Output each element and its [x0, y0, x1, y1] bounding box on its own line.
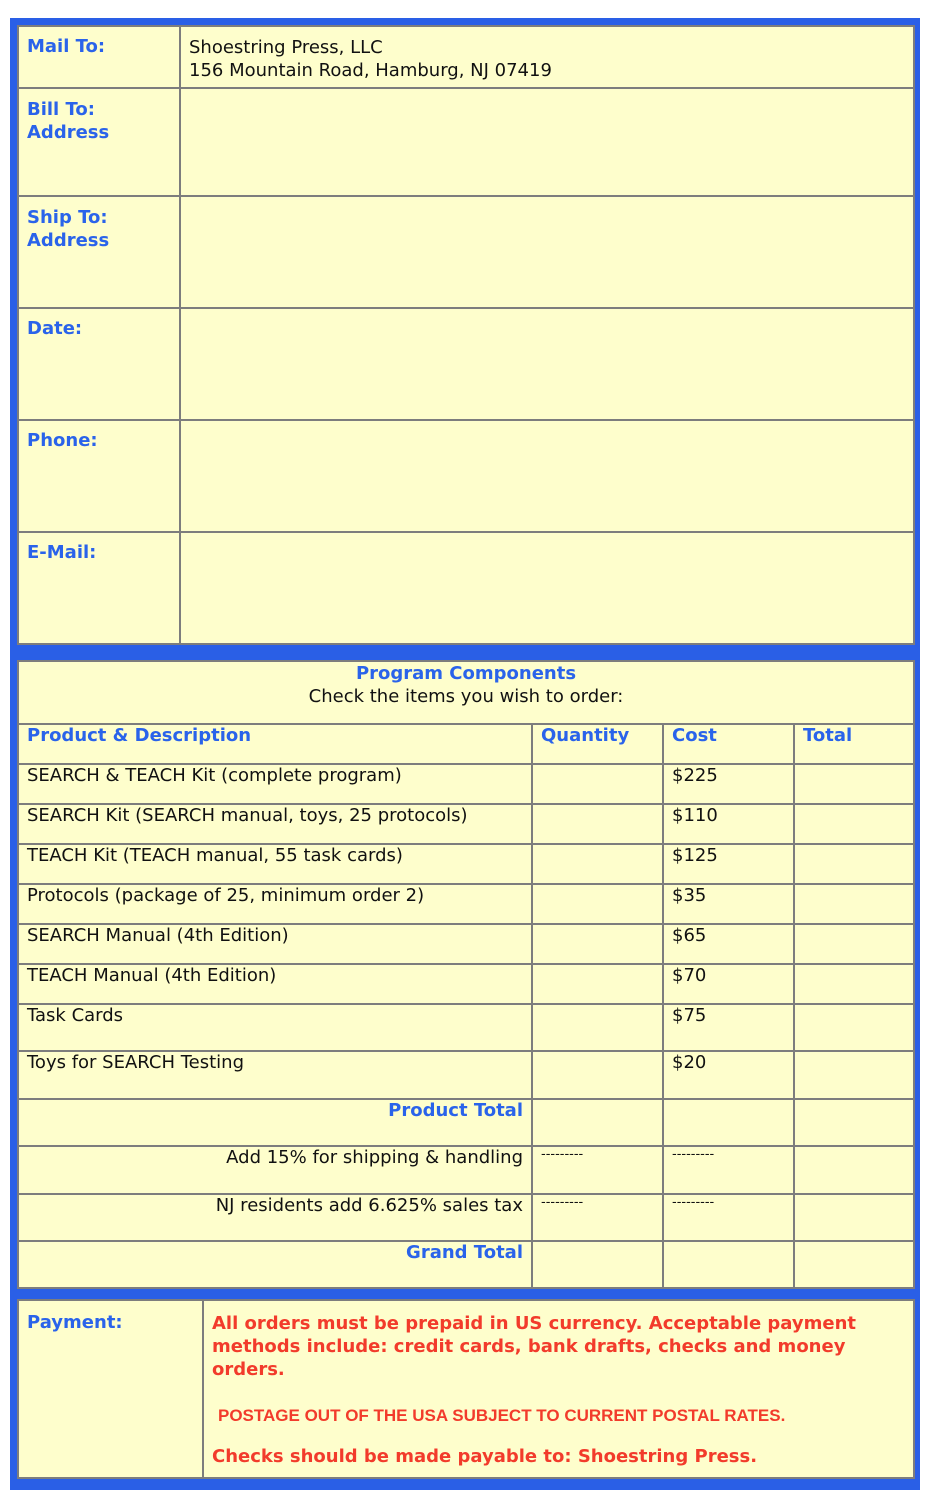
- item-name: SEARCH Kit (SEARCH manual, toys, 25 protocols): [18, 804, 532, 844]
- shipping-cost-dashes: ---------: [663, 1146, 794, 1194]
- table-row: [18, 964, 914, 1004]
- payable-notice: Checks should be made payable to: Shoestring Press.: [212, 1446, 758, 1467]
- mail-to-label-cell: [18, 26, 180, 88]
- item-total-field[interactable]: [794, 924, 914, 964]
- item-quantity-field[interactable]: [532, 964, 663, 1004]
- item-cost: $110: [663, 804, 794, 844]
- mail-to-line1: Shoestring Press, LLC: [189, 37, 383, 58]
- bill-to-label-cell: [18, 88, 180, 196]
- ship-to-field[interactable]: [180, 196, 914, 308]
- item-total-field[interactable]: [794, 844, 914, 884]
- email-label-cell: [18, 532, 180, 644]
- ship-to-label: Ship To:: [27, 207, 108, 228]
- mail-to-row: [18, 26, 914, 88]
- table-row: [18, 924, 914, 964]
- item-cost: $65: [663, 924, 794, 964]
- order-title-cell: [18, 661, 914, 724]
- order-table: [17, 660, 915, 1289]
- address-frame: [10, 18, 920, 655]
- ship-to-label-cell: [18, 196, 180, 308]
- item-quantity-field[interactable]: [532, 1004, 663, 1051]
- item-quantity-field[interactable]: [532, 844, 663, 884]
- payment-table: [17, 1299, 915, 1479]
- grand-total-field[interactable]: [794, 1241, 914, 1288]
- table-row: [18, 844, 914, 884]
- tax-row: [18, 1194, 914, 1241]
- address-table: [17, 25, 915, 645]
- item-cost: $70: [663, 964, 794, 1004]
- item-total-field[interactable]: [794, 884, 914, 924]
- product-total-cost-field[interactable]: [663, 1099, 794, 1146]
- phone-field[interactable]: [180, 420, 914, 532]
- phone-row: [18, 420, 914, 532]
- item-quantity-field[interactable]: [532, 804, 663, 844]
- date-label-cell: [18, 308, 180, 420]
- item-name: Protocols (package of 25, minimum order 2): [18, 884, 532, 924]
- date-row: [18, 308, 914, 420]
- shipping-total-field[interactable]: [794, 1146, 914, 1194]
- payment-label: Payment:: [27, 1312, 123, 1333]
- table-row: [18, 764, 914, 804]
- mail-to-label: Mail To:: [27, 36, 106, 57]
- item-total-field[interactable]: [794, 764, 914, 804]
- email-label: E-Mail:: [27, 542, 97, 563]
- header-cost: Cost: [663, 724, 794, 764]
- item-total-field[interactable]: [794, 964, 914, 1004]
- item-cost: $75: [663, 1004, 794, 1051]
- grand-total-quantity-field[interactable]: [532, 1241, 663, 1288]
- product-total-row: [18, 1099, 914, 1146]
- shipping-quantity-dashes: ---------: [532, 1146, 663, 1194]
- item-cost: $225: [663, 764, 794, 804]
- payment-frame: [10, 1292, 920, 1490]
- table-row: [18, 1004, 914, 1051]
- product-total-label: Product Total: [18, 1099, 532, 1146]
- item-quantity-field[interactable]: [532, 884, 663, 924]
- grand-total-row: [18, 1241, 914, 1288]
- tax-cost-dashes: ---------: [663, 1194, 794, 1241]
- item-name: Toys for SEARCH Testing: [18, 1051, 532, 1099]
- shipping-row: [18, 1146, 914, 1194]
- bill-to-label: Bill To:: [27, 99, 95, 120]
- bill-to-field[interactable]: [180, 88, 914, 196]
- payment-row: [18, 1300, 914, 1478]
- ship-to-row: [18, 196, 914, 308]
- item-cost: $20: [663, 1051, 794, 1099]
- table-row: [18, 1051, 914, 1099]
- tax-label: NJ residents add 6.625% sales tax: [18, 1194, 532, 1241]
- phone-label: Phone:: [27, 430, 98, 451]
- product-total-quantity-field[interactable]: [532, 1099, 663, 1146]
- item-quantity-field[interactable]: [532, 764, 663, 804]
- item-name: TEACH Manual (4th Edition): [18, 964, 532, 1004]
- grand-total-cost-field[interactable]: [663, 1241, 794, 1288]
- item-total-field[interactable]: [794, 804, 914, 844]
- product-total-field[interactable]: [794, 1099, 914, 1146]
- email-field[interactable]: [180, 532, 914, 644]
- item-total-field[interactable]: [794, 1051, 914, 1099]
- phone-label-cell: [18, 420, 180, 532]
- date-label: Date:: [27, 318, 83, 339]
- item-quantity-field[interactable]: [532, 1051, 663, 1099]
- bill-to-address-label: Address: [27, 122, 110, 143]
- item-quantity-field[interactable]: [532, 924, 663, 964]
- header-quantity: Quantity: [532, 724, 663, 764]
- ship-to-address-label: Address: [27, 230, 110, 251]
- item-cost: $125: [663, 844, 794, 884]
- shipping-label: Add 15% for shipping & handling: [18, 1146, 532, 1194]
- payment-label-cell: [18, 1300, 203, 1478]
- header-product: Product & Description: [18, 724, 532, 764]
- postage-notice: POSTAGE OUT OF THE USA SUBJECT TO CURRENT POSTAL RATES.: [218, 1406, 786, 1425]
- order-frame: [10, 653, 920, 1293]
- item-name: TEACH Kit (TEACH manual, 55 task cards): [18, 844, 532, 884]
- date-field[interactable]: [180, 308, 914, 420]
- order-title: Program Components: [355, 663, 577, 684]
- tax-quantity-dashes: ---------: [532, 1194, 663, 1241]
- bill-to-row: [18, 88, 914, 196]
- table-row: [18, 804, 914, 844]
- header-total: Total: [794, 724, 914, 764]
- item-name: SEARCH & TEACH Kit (complete program): [18, 764, 532, 804]
- tax-total-field[interactable]: [794, 1194, 914, 1241]
- item-name: SEARCH Manual (4th Edition): [18, 924, 532, 964]
- order-header-row: [18, 724, 914, 764]
- mail-to-value-cell: [180, 26, 914, 88]
- email-row: [18, 532, 914, 644]
- grand-total-label: Grand Total: [18, 1241, 532, 1288]
- order-title-row: [18, 661, 914, 724]
- payment-terms: All orders must be prepaid in US currency. Acceptable payment methods include: credit cards, bank drafts, checks and money orders.: [212, 1313, 857, 1380]
- payment-text-cell: [203, 1300, 914, 1478]
- table-row: [18, 884, 914, 924]
- item-total-field[interactable]: [794, 1004, 914, 1051]
- order-subtitle: Check the items you wish to order:: [308, 686, 624, 707]
- item-cost: $35: [663, 884, 794, 924]
- mail-to-line2: 156 Mountain Road, Hamburg, NJ 07419: [189, 60, 552, 81]
- item-name: Task Cards: [18, 1004, 532, 1051]
